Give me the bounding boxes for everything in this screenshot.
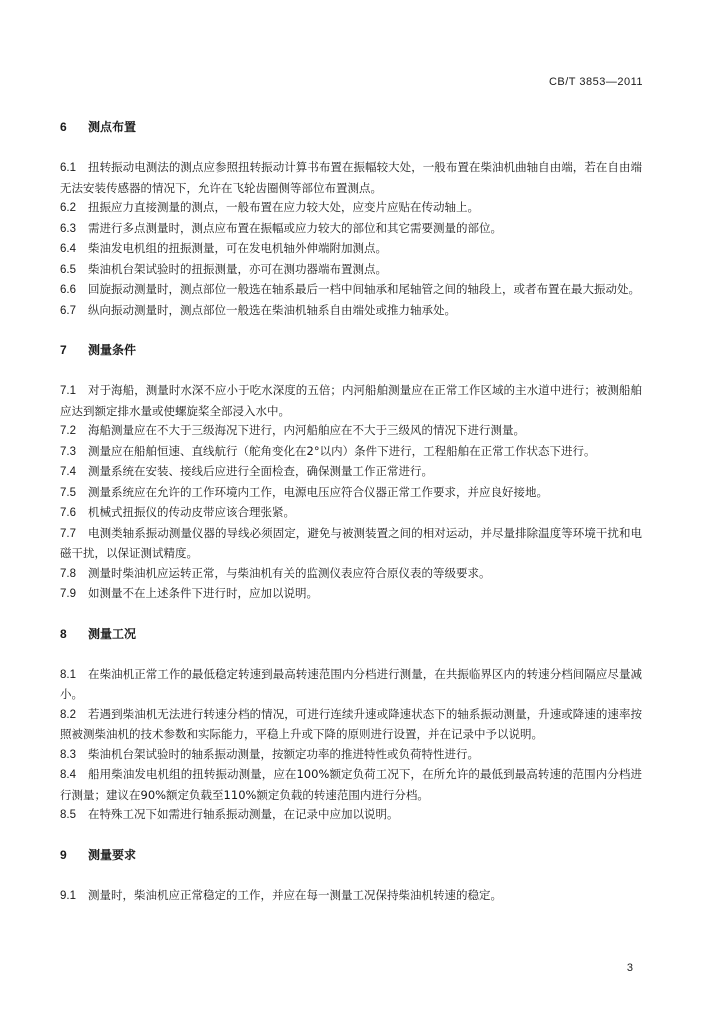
clause xyxy=(60,421,642,442)
section-8 xyxy=(60,625,642,826)
clause-text: 测量系统应在允许的工作环境内工作，电源电压应符合仪器正常工作要求，并应良好接地。 xyxy=(88,484,548,499)
clause-number: 6.6 xyxy=(60,284,76,296)
clause-number: 7.8 xyxy=(60,567,76,580)
section-heading xyxy=(60,118,642,136)
clause xyxy=(60,442,642,463)
document-body xyxy=(60,118,642,906)
clause xyxy=(60,765,642,805)
clause-text: 回旋振动测量时，测点部位一般选在轴系最后一档中间轴承和尾轴管之间的轴段上，或者布置在最大振动处。 xyxy=(88,282,640,296)
clause-number: 8.4 xyxy=(60,769,76,781)
clause-number: 6.5 xyxy=(60,263,76,276)
clause-text: 海船测量应在不大于三级海况下进行，内河船舶应在不大于三级风的情况下进行测量。 xyxy=(88,423,525,437)
clause-number: 7.9 xyxy=(60,588,76,600)
clause-number: 8.2 xyxy=(60,708,76,721)
clause xyxy=(60,584,642,605)
clause-text: 需进行多点测量时，测点应布置在振幅或应力较大的部位和其它需要测量的部位。 xyxy=(88,220,502,235)
clause-text: 柴油发电机组的扭振测量，可在发电机轴外伸端附加测点。 xyxy=(88,241,387,255)
section-title: 测量要求 xyxy=(88,847,137,862)
clause xyxy=(60,503,642,524)
section-number: 9 xyxy=(60,847,67,862)
clause xyxy=(60,805,642,826)
clause-number: 7.7 xyxy=(60,527,76,540)
clause-text: 测量时，柴油机应正常稳定的工作，并应在每一测量工况保持柴油机转速的稳定。 xyxy=(88,887,502,902)
clause-text: 机械式扭振仪的传动皮带应该合理张紧。 xyxy=(88,505,295,519)
clause xyxy=(60,219,642,240)
clause xyxy=(60,483,642,504)
clause xyxy=(60,564,642,585)
clause xyxy=(60,665,642,705)
clause-text: 测量时柴油机应运转正常，与柴油机有关的监测仪表应符合原仪表的等级要求。 xyxy=(88,565,491,580)
clause-text: 对于海船，测量时水深不应小于吃水深度的五倍；内河船舶测量应在正常工作区域的主水道中进行；被测船舶应达到额定排水量或使螺旋桨全部浸入水中。 xyxy=(60,383,642,418)
clause-number: 8.5 xyxy=(60,809,76,821)
clause-number: 7.2 xyxy=(60,425,76,437)
clause xyxy=(60,705,642,745)
clause-text: 电测类轴系振动测量仪器的导线必须固定，避免与被测装置之间的相对运动，并尽量排除温度等环境干扰和电磁干扰，以保证测试精度。 xyxy=(60,525,642,560)
section-heading xyxy=(60,846,642,864)
clause xyxy=(60,381,642,421)
section-number: 6 xyxy=(60,120,67,134)
page-number: 3 xyxy=(626,962,633,974)
clause xyxy=(60,462,642,483)
clause-text: 在特殊工况下如需进行轴系振动测量，在记录中应加以说明。 xyxy=(88,807,399,821)
clause xyxy=(60,280,642,301)
clause-text: 若遇到柴油机无法进行转速分档的情况，可进行连续升速或降速状态下的轴系振动测量，升速或降速的速率按照被测柴油机的技术参数和实际能力，平稳上升或下降的原则进行设置，并在记录中予以说明。 xyxy=(60,706,642,741)
clause-text: 如测量不在上述条件下进行时，应加以说明。 xyxy=(88,586,318,600)
clause-number: 6.4 xyxy=(60,243,76,255)
clause-number: 6.2 xyxy=(60,202,76,214)
clause xyxy=(60,524,642,564)
section-title: 测量条件 xyxy=(88,343,137,357)
section-9 xyxy=(60,846,642,907)
clause-number: 6.3 xyxy=(60,222,76,235)
clause-text: 柴油机台架试验时的扭振测量，亦可在测功器端布置测点。 xyxy=(88,261,387,276)
clause-number: 7.6 xyxy=(60,507,76,519)
clause xyxy=(60,260,642,281)
clause-number: 8.3 xyxy=(60,748,76,761)
section-heading xyxy=(60,341,642,359)
clause-number: 7.5 xyxy=(60,486,76,499)
clause-number: 7.3 xyxy=(60,445,76,458)
clause-text: 扭转振动电测法的测点应参照扭转振动计算书布置在振幅较大处，一般布置在柴油机曲轴自由端，若在自由端无法安装传感器的情况下，允许在飞轮齿圈侧等部位布置测点。 xyxy=(60,160,642,195)
clause-number: 8.1 xyxy=(60,668,76,681)
clause xyxy=(60,745,642,766)
clause-number: 6.1 xyxy=(60,162,76,174)
clause-number: 7.1 xyxy=(60,385,76,397)
clause-text: 在柴油机正常工作的最低稳定转速到最高转速范围内分档进行测量，在共振临界区内的转速分档间隔应尽量减小。 xyxy=(60,666,642,701)
section-number: 7 xyxy=(60,343,67,357)
section-6 xyxy=(60,118,642,321)
clause xyxy=(60,158,642,198)
clause xyxy=(60,301,642,322)
clause xyxy=(60,198,642,219)
section-heading xyxy=(60,625,642,643)
clause-number: 7.4 xyxy=(60,466,76,478)
clause-text: 柴油机台架试验时的轴系振动测量，按额定功率的推进特性或负荷特性进行。 xyxy=(88,746,479,761)
clause-text: 测量应在船舶恒速、直线航行（舵角变化在2°以内）条件下进行，工程船舶在正常工作状态下进行。 xyxy=(88,443,596,458)
standard-code-header: CB/T 3853—2011 xyxy=(548,76,643,88)
clause-text: 测量系统在安装、接线后应进行全面检查，确保测量工作正常进行。 xyxy=(88,464,433,478)
clause xyxy=(60,886,642,907)
clause-number: 6.7 xyxy=(60,304,76,317)
clause-number: 9.1 xyxy=(60,889,76,902)
clause xyxy=(60,239,642,260)
section-title: 测点布置 xyxy=(88,120,137,134)
section-title: 测量工况 xyxy=(88,626,137,641)
clause-text: 扭振应力直接测量的测点，一般布置在应力较大处，应变片应贴在传动轴上。 xyxy=(88,200,479,214)
clause-text: 纵向振动测量时，测点部位一般选在柴油机轴系自由端处或推力轴承处。 xyxy=(88,302,456,317)
clause-text: 船用柴油发电机组的扭转振动测量，应在100%额定负荷工况下，在所允许的最低到最高转速的范围内分档进行测量；建议在90%额定负载至110%额定负载的转速范围内进行分档。 xyxy=(60,767,642,802)
section-number: 8 xyxy=(60,626,67,641)
section-7 xyxy=(60,341,642,605)
